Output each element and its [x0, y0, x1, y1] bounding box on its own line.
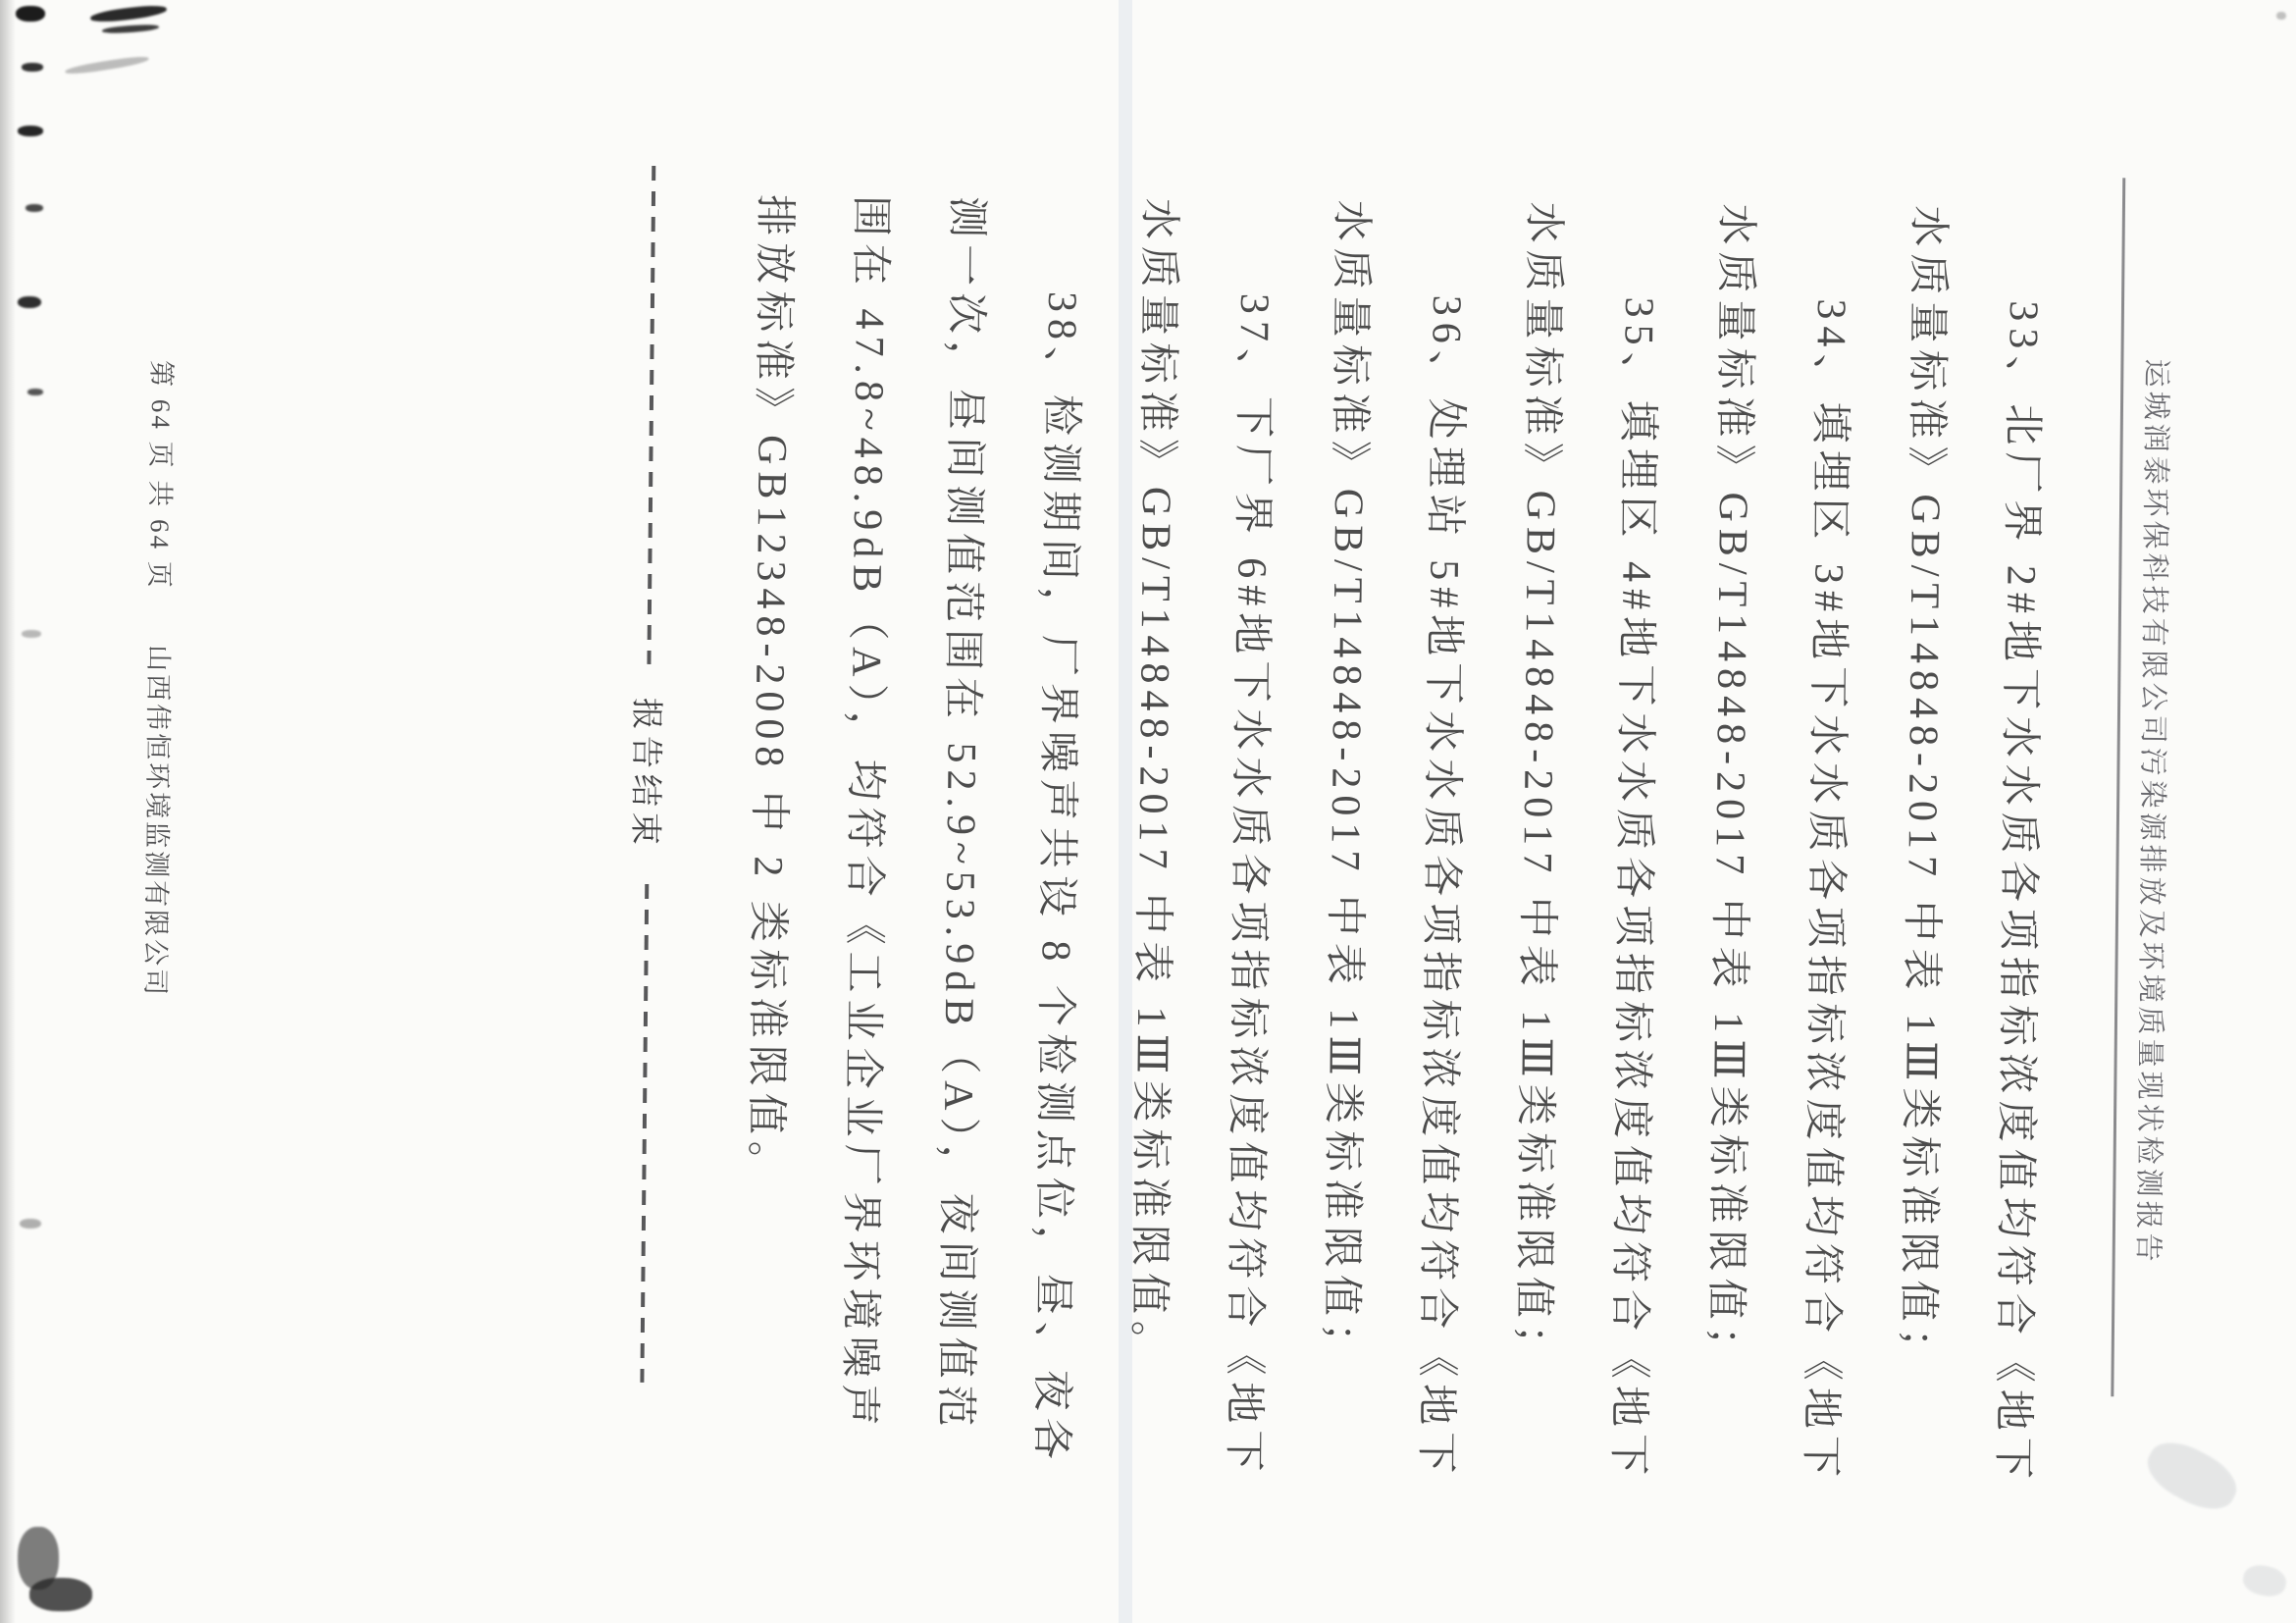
body-line: 测一次，昼间测值范围在 52.9~53.9dB（A），夜间测值范: [931, 195, 990, 1434]
body-line: 水质量标准》GB/T14848-2017 中表 1Ⅲ类标准限值；: [1894, 205, 1951, 1377]
body-line-item-38: 38、检测期间，厂界噪声共设 8 个检测点位，昼、夜各: [1027, 290, 1085, 1467]
body-line: 水质量标准》GB/T14848-2017 中表 1Ⅲ类标准限值；: [1509, 201, 1566, 1373]
body-line-item-37: 37、下厂界 6#地下水水质各项指标浓度值均符合《地下: [1220, 292, 1278, 1479]
footer-company-name: 山西伟恒环境监测有限公司: [140, 644, 174, 999]
body-line: 围在 47.8~48.9dB（A），均符合《工业企业厂界环境噪声: [835, 194, 894, 1433]
footer-page-number: 第 64 页 共 64 页: [144, 359, 177, 592]
body-line: 排放标准》GB12348-2008 中 2 类标准限值。: [742, 193, 798, 1190]
report-end-marker: [619, 166, 677, 1383]
end-marker-dash-right: [641, 884, 650, 1383]
page-header-title: 运城润泰环保科技有限公司污染源排放及环境质量现状检测报告: [2131, 358, 2172, 1266]
end-marker-label: 报告结束: [626, 697, 664, 852]
body-line-item-36: 36、处理站 5#地下水水质各项指标浓度值均符合《地下: [1412, 294, 1470, 1481]
body-line-item-33: 33、北厂界 2#地下水水质各项指标浓度值均符合《地下: [1989, 300, 2047, 1487]
body-line: 水质量标准》GB/T14848-2017 中表 1Ⅲ类标准限值。: [1124, 197, 1182, 1370]
body-line: 水质量标准》GB/T14848-2017 中表 1Ⅲ类标准限值；: [1701, 203, 1758, 1375]
body-line-item-35: 35、填埋区 4#地下水水质各项指标浓度值均符合《地下: [1604, 296, 1662, 1483]
end-marker-dash-left: [648, 166, 656, 664]
body-line-item-34: 34、填埋区 3#地下水水质各项指标浓度值均符合《地下: [1797, 298, 1854, 1485]
header-underline: [2111, 178, 2125, 1396]
report-body: [714, 193, 2072, 1487]
body-line: 水质量标准》GB/T14848-2017 中表 1Ⅲ类标准限值；: [1317, 199, 1374, 1372]
